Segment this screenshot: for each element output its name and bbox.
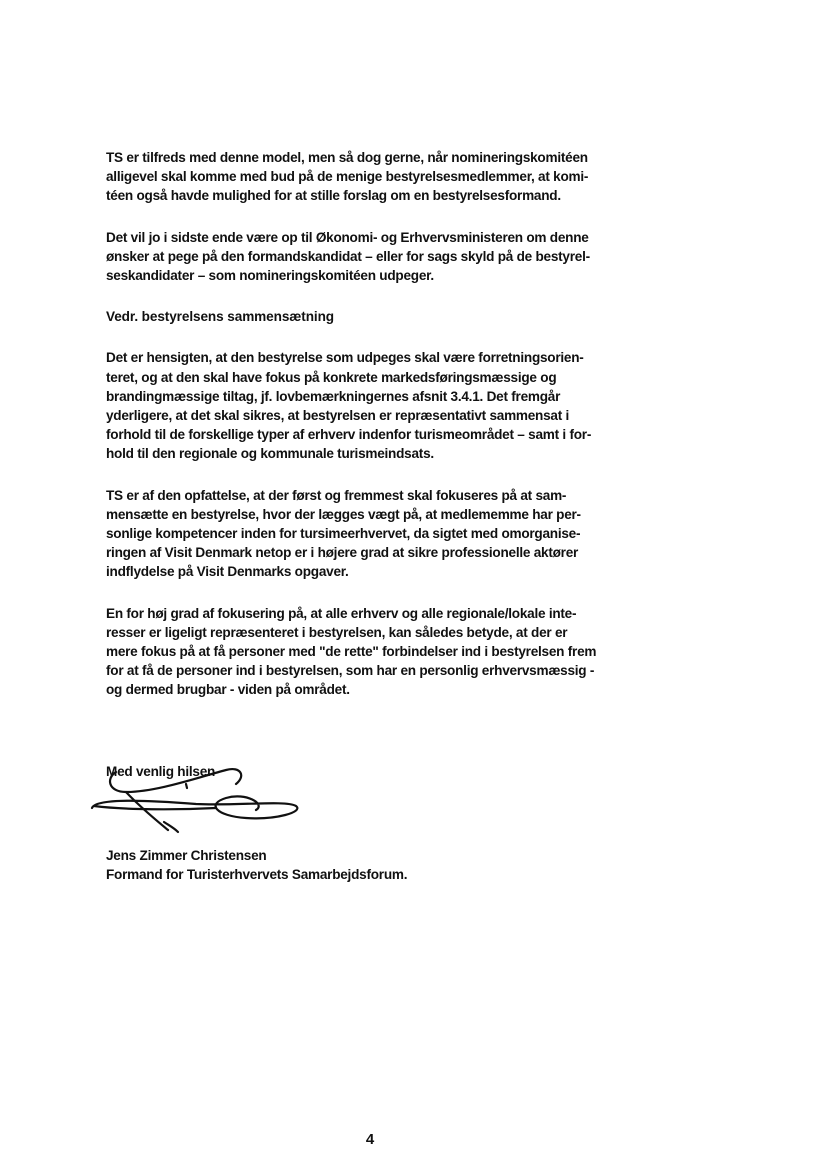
closing-greeting: Med venlig hilsen [106,764,216,779]
text-line: ringen af Visit Denmark netop er i højere grad at sikre professionelle aktører [106,545,579,561]
text-line: hold til den regionale og kommunale turismeindsats. [106,446,434,462]
text-line: En for høj grad af fokusering på, at alle erhverv og alle regionale/lokale inte- [106,605,577,621]
text-line: téen også havde mulighed for at stille forslag om en bestyrelsesformand. [106,188,561,204]
signer-title: Formand for Turisterhvervets Samarbejdsforum. [106,867,408,883]
text-line: resser er ligeligt repræsenteret i bestyrelsen, kan således betyde, at der er [106,624,568,640]
text-line: for at få de personer ind i bestyrelsen, som har en personlig erhvervsmæssig - [106,663,595,679]
text-line: TS er tilfreds med denne model, men så dog gerne, når nomineringskomitéen [106,150,588,165]
signer-block [106,846,407,884]
text-line: og dermed brugbar - viden på området. [106,682,350,698]
text-line: mensætte en bestyrelse, hvor der lægges vægt på, at medlememme har per- [106,506,581,522]
text-line: Det er hensigten, at den bestyrelse som udpeges skal være forretningsorien- [106,350,584,366]
text-line: yderligere, at det skal sikres, at bestyrelsen er repræsentativt sammensat i [106,408,570,424]
text-line: indflydelse på Visit Denmarks opgaver. [106,564,349,580]
paragraph-3 [106,348,646,463]
paragraph-2 [106,228,646,286]
letter-body [106,148,646,722]
signer-name: Jens Zimmer Christensen [106,848,267,863]
text-line: brandingmæssige tiltag, jf. lovbemærkningernes afsnit 3.4.1. Det fremgår [106,388,561,404]
paragraph-5 [106,604,646,700]
page-number: 4 [365,1131,375,1148]
paragraph-4 [106,486,646,582]
text-line: ønsker at pege på den formandskandidat – eller for sags skyld på de bestyrel- [106,248,590,264]
paragraph-1 [106,148,646,206]
text-line: seskandidater – som nomineringskomitéen udpeger. [106,268,434,284]
section-heading: Vedr. bestyrelsens sammensætning [106,309,334,325]
text-line: mere fokus på at få personer med "de rette" forbindelser ind i bestyrelsen frem [106,644,597,660]
text-line: sonlige kompetencer inden for tursimeerhvervet, da sigtet med omorganise- [106,526,581,542]
text-line: forhold til de forskellige typer af erhverv indenfor turismeområdet – samt i for- [106,427,592,443]
text-line: Det vil jo i sidste ende være op til Økonomi- og Erhvervsministeren om denne [106,229,589,245]
text-line: alligevel skal komme med bud på de menige bestyrelsesmedlemmer, at komi- [106,169,589,185]
text-line: teret, og at den skal have fokus på konkrete markedsføringsmæssige og [106,369,557,385]
text-line: TS er af den opfattelse, at der først og fremmest skal fokuseres på at sam- [106,487,567,503]
handwritten-signature [86,748,316,838]
